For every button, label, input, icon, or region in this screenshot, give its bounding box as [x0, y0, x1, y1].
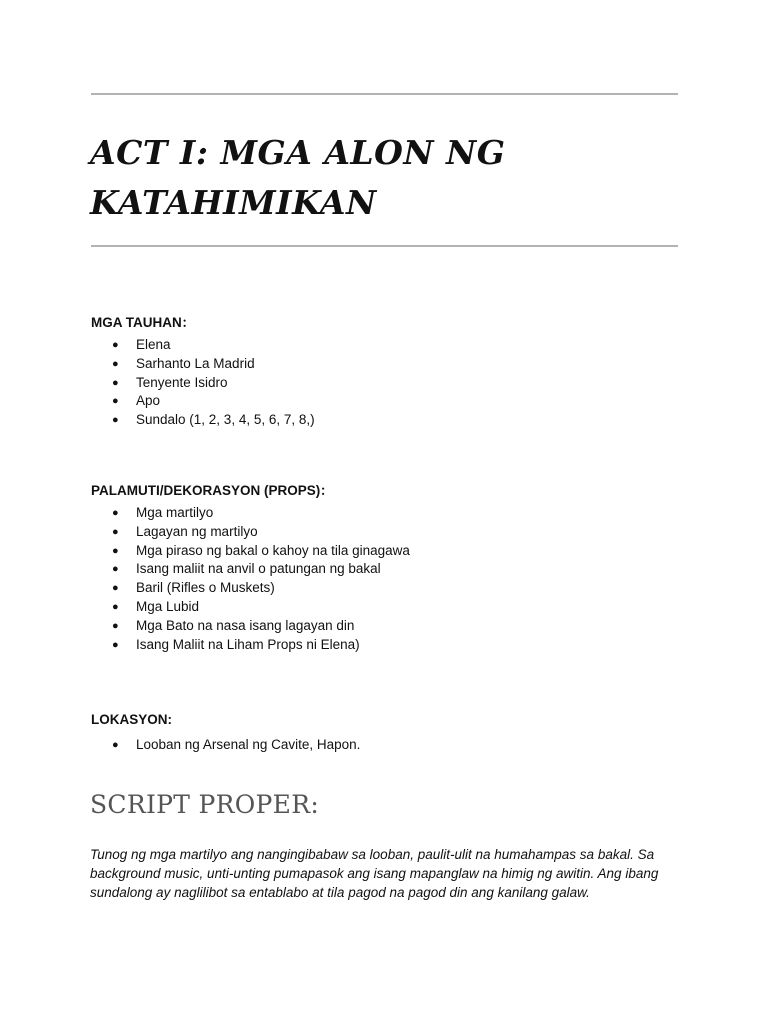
bullet-icon: ● — [112, 376, 119, 389]
characters-heading-colon: : — [181, 312, 188, 332]
script-line: sundalong ay naglilibot sa entablabo at tila pagod na pagod din ang kanilang galaw. — [90, 885, 590, 900]
character-name: Sarhanto La Madrid — [136, 355, 255, 371]
prop-item: Isang Maliit na Liham Props ni Elena) — [136, 636, 360, 652]
bullet-icon: ● — [112, 357, 119, 370]
prop-item: Mga martilyo — [136, 505, 214, 520]
location-list — [108, 736, 360, 755]
props-heading-text: PALAMUTI/DEKORASYON (PROPS) — [91, 483, 321, 498]
bullet-icon: ● — [112, 525, 119, 538]
bullet-icon: ● — [112, 507, 119, 519]
bullet-icon: ● — [112, 339, 119, 351]
location-heading: LOKASYON: — [91, 712, 172, 727]
bullet-icon: ● — [112, 739, 119, 751]
list-item — [108, 523, 410, 542]
list-item — [108, 598, 410, 617]
script-line: background music, unti-unting pumapasok ang isang mapanglaw na himig ng awitin. Ang ibang — [90, 866, 659, 881]
bullet-icon: ● — [112, 563, 119, 576]
list-item — [108, 355, 315, 374]
list-item — [108, 392, 315, 411]
character-name: Tenyente Isidro — [136, 374, 228, 390]
character-name: Elena — [136, 337, 171, 352]
bullet-icon: ● — [112, 582, 119, 595]
list-item — [108, 579, 410, 598]
bottom-divider — [91, 245, 678, 247]
list-item — [108, 617, 410, 636]
location-item: Looban ng Arsenal ng Cavite, Hapon. — [136, 737, 361, 752]
characters-heading — [91, 312, 187, 332]
script-line: Tunog ng mga martilyo ang nangingibabaw sa looban, paulit-ulit na humahampas sa bakal. Sa — [90, 847, 655, 862]
character-name: Apo — [136, 393, 161, 409]
top-divider — [91, 93, 678, 95]
bullet-icon: ● — [112, 395, 119, 408]
bullet-icon: ● — [112, 600, 119, 613]
characters-list — [108, 336, 315, 430]
bullet-icon: ● — [112, 414, 119, 427]
prop-item: Baril (Rifles o Muskets) — [136, 580, 275, 596]
prop-item: Mga Bato na nasa isang lagayan din — [136, 617, 355, 633]
list-item — [108, 411, 315, 430]
list-item — [108, 336, 315, 355]
prop-item: Lagayan ng martilyo — [136, 523, 258, 539]
act-title-line-1: ACT I: MGA ALON NG — [90, 133, 506, 172]
list-item — [108, 542, 410, 561]
list-item — [108, 504, 410, 523]
script-paragraph — [90, 845, 690, 902]
prop-item: Mga Lubid — [136, 598, 200, 614]
list-item — [108, 636, 410, 655]
bullet-icon: ● — [112, 544, 119, 557]
script-heading: SCRIPT PROPER: — [90, 790, 320, 819]
props-heading — [91, 480, 326, 500]
prop-item: Mga piraso ng bakal o kahoy na tila ginagawa — [136, 542, 410, 558]
prop-item: Isang maliit na anvil o patungan ng bakal — [136, 561, 381, 577]
bullet-icon: ● — [112, 638, 119, 651]
character-name: Sundalo (1, 2, 3, 4, 5, 6, 7, 8,) — [136, 412, 315, 428]
list-item — [108, 736, 360, 755]
characters-heading-text: MGA TAUHAN — [91, 315, 182, 330]
list-item — [108, 374, 315, 393]
list-item — [108, 560, 410, 579]
act-title-line-2: KATAHIMIKAN — [90, 183, 377, 222]
props-list — [108, 504, 410, 654]
bullet-icon: ● — [112, 619, 119, 632]
act-title — [90, 128, 680, 228]
props-heading-colon: : — [320, 480, 326, 500]
